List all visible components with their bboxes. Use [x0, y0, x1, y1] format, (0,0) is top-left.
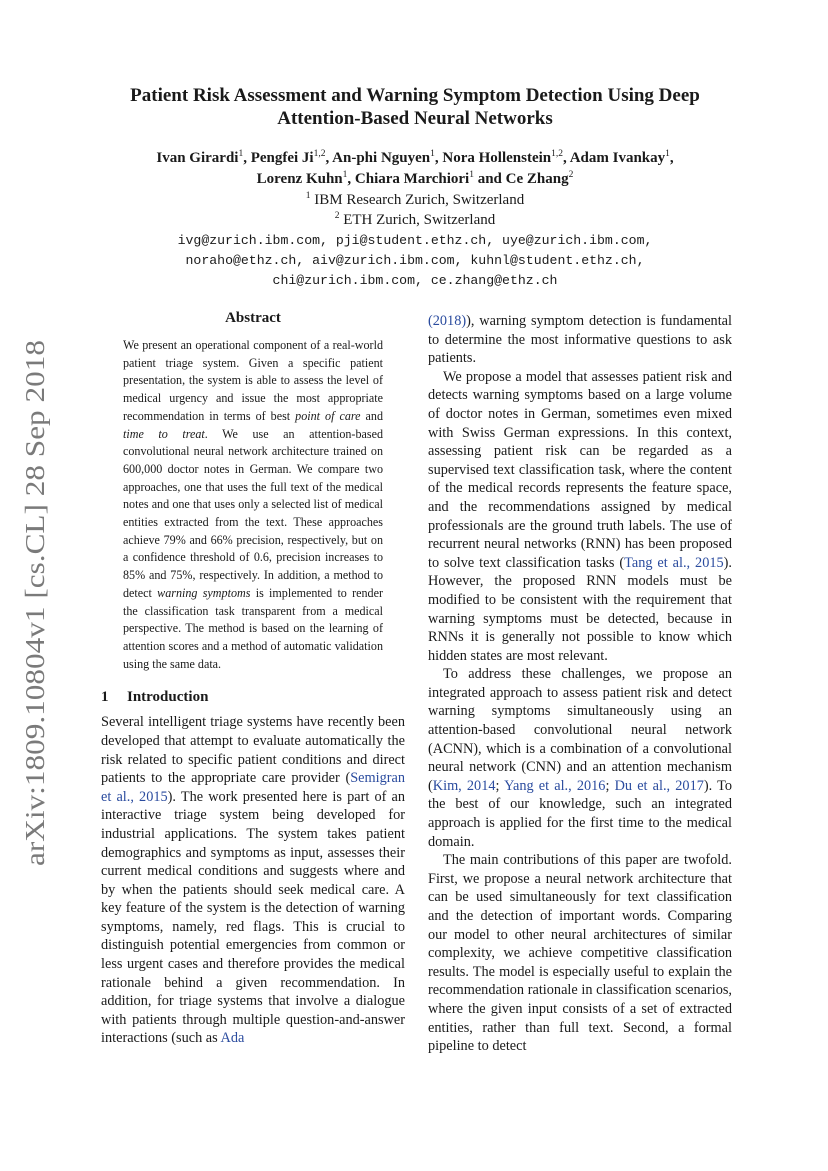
citation-link[interactable]: Kim, 2014 [432, 777, 496, 794]
paragraph-1: Several intelligent triage systems have recently been developed that attempt to evaluate automatically the risk related to specific patient conditions and direct patients to the appropriate care provider (Semigran et al., 2015). The work presented here is part of an interactive triage system being developed for industrial applications. The system takes patient demographics and symptoms as input, assesses their current medical conditions and suggests where and by when the patients should seek medical care. A key feature of the system is the detection of warning symptoms, namely, red flags. This is crucial to distinguish potential emergencies from common or less urgent cases and therefore provides the medical rationale behind a given recommendation. In addition, for triage systems that involve a dialogue with patients through multiple question-and-answer interactions (such as Ada [101, 714, 405, 1047]
emphasis: point of care [295, 408, 361, 423]
affil-name: ETH Zurich, Switzerland [343, 212, 496, 228]
author-name: Lorenz Kuhn [256, 171, 343, 187]
citation-link[interactable]: Semigran et al., 2015 [101, 770, 405, 805]
author-affil-mark: 1 [665, 149, 670, 159]
author-affil-mark: 2 [568, 170, 574, 180]
author-conjunction: and [477, 171, 502, 187]
author-list: Ivan Girardi$^1$, Pengfei Ji$^{1,2}$, An-phi Nguyen$^1$, Nora Hollenstein$^{1,2}$, Adam Ivankay$^1$, Lorenz Kuhn$^1$, Chiara Marchiori$^1$ and Ce Zhang$^2$ [156, 149, 674, 187]
paragraph-3: To address these challenges, we propose an integrated approach to assess patient risk and detect warning symptoms simultaneously using an attention-based convolutional neural network (ACNN), which is a combination of a convolutional neural network (CNN) and an attention mechanism (Kim, 2014; Yang et al., 2016; Du et al., 2017). To the best of our knowledge, such an integrated approach is applied for the first time to the medical domain. [428, 666, 732, 850]
title-line-2: Attention-Based Neural Networks [277, 108, 553, 129]
paragraph-2: We propose a model that assesses patient risk and detects warning symptoms based on a large volume of doctor notes in German, sometimes even mixed with Swiss German expressions. In this context, assessing patient risk can be regarded as a supervised text classification task, where the content of the medical records represents the feature space, and the recommendations assigned by medical professionals are the ground truth labels. The use of recurrent neural networks (RNN) has been proposed to solve text classification tasks (Tang et al., 2015). However, the proposed RNN models must be modified to be consistent with the requirement that warning symptoms must be detected, because in RNNs it is generally not possible to know which hidden states are most relevant. [428, 368, 732, 664]
author-name: Adam Ivankay [569, 150, 666, 166]
section-title: Introduction [127, 689, 209, 706]
author-name: Ivan Girardi [156, 150, 239, 166]
affil-mark: 2 [334, 211, 340, 221]
emphasis: time to treat [123, 426, 205, 441]
citation-link[interactable]: Du et al., 2017 [614, 777, 704, 794]
abstract-text: We present an operational component of a real-world patient triage system. Given a specific patient presentation, the system is able to assess the level of medical urgency and issue the most appropriate recommendation in terms of best point of care and time to treat. We use an attention-based convolutional neural network architecture trained on 600,000 doctor notes in German. We compare two approaches, one that uses the full text of the medical notes and one that uses only a selected list of medical entities extracted from the text. These approaches achieve 79% and 66% precision, respectively, but on a confidence threshold of 0.6, precision increases to 85% and 75%, respectively. In addition, a method to detect warning symptoms is implemented to render the classification task transparent from a medical perspective. The method is based on the learning of attention scores and a method of automatic validation using the same data. [123, 338, 383, 671]
author-name: Ce Zhang [505, 171, 569, 187]
email-line: ivg@zurich.ibm.com, pji@student.ethz.ch, uye@zurich.ibm.com, [177, 233, 653, 248]
section-heading [101, 689, 405, 706]
author-affil-mark: 1 [342, 170, 348, 180]
author-affil-mark: 1 [430, 149, 435, 159]
citation-link[interactable]: Yang et al., 2016 [504, 777, 606, 794]
author-name: An-phi Nguyen [332, 150, 431, 166]
citation-link[interactable]: Tang et al., 2015 [624, 554, 724, 571]
arxiv-stamp [8, 338, 58, 868]
author-name: Pengfei Ji [250, 150, 314, 166]
paper-title [100, 84, 730, 130]
paragraph-4: The main contributions of this paper are twofold. First, we propose a neural network architecture that can be used simultaneously for text classification and the detection of important words. Comparing our model to other neural architectures of similar complexity, we achieve competitive classification results. The model is especially useful to explain the recommendation rationale in classification scenarios, where the given input consists of a set of extracted entities, rather than full text. Second, a formal pipeline to detect [428, 852, 732, 1055]
author-affil-mark: 1,2 [313, 149, 326, 159]
emphasis: warning symptoms [157, 585, 251, 600]
paper-header [100, 84, 730, 291]
affil-mark: 1 [305, 191, 311, 201]
email-line: noraho@ethz.ch, aiv@zurich.ibm.com, kuhnl@student.ethz.ch, [185, 253, 645, 268]
citation-link[interactable]: Ada [220, 1030, 245, 1047]
affiliation [100, 190, 730, 210]
affil-name: IBM Research Zurich, Switzerland [314, 192, 525, 208]
author-name: Chiara Marchiori [354, 171, 470, 187]
author-affil-mark: 1,2 [551, 149, 563, 159]
abstract-heading: Abstract [225, 310, 281, 326]
email-list [100, 231, 730, 291]
author-name: Nora Hollenstein [442, 150, 552, 166]
right-column [428, 312, 732, 1056]
section-number: 1 [101, 689, 109, 706]
left-column [101, 310, 405, 1048]
affiliation [100, 210, 730, 230]
arxiv-stamp-text: arXiv:1809.10804v1 [cs.CL] 28 Sep 2018 [20, 411, 50, 866]
author-affil-mark: 1 [469, 170, 474, 180]
title-line-1: Patient Risk Assessment and Warning Symptom Detection Using Deep [130, 85, 700, 106]
author-affil-mark: 1 [238, 149, 244, 159]
citation-link[interactable]: (2018) [428, 313, 467, 329]
email-line: chi@zurich.ibm.com, ce.zhang@ethz.ch [272, 273, 558, 288]
paragraph-1-continued: (2018)), warning symptom detection is fundamental to determine the most informative questions to ask patients. [428, 313, 732, 367]
